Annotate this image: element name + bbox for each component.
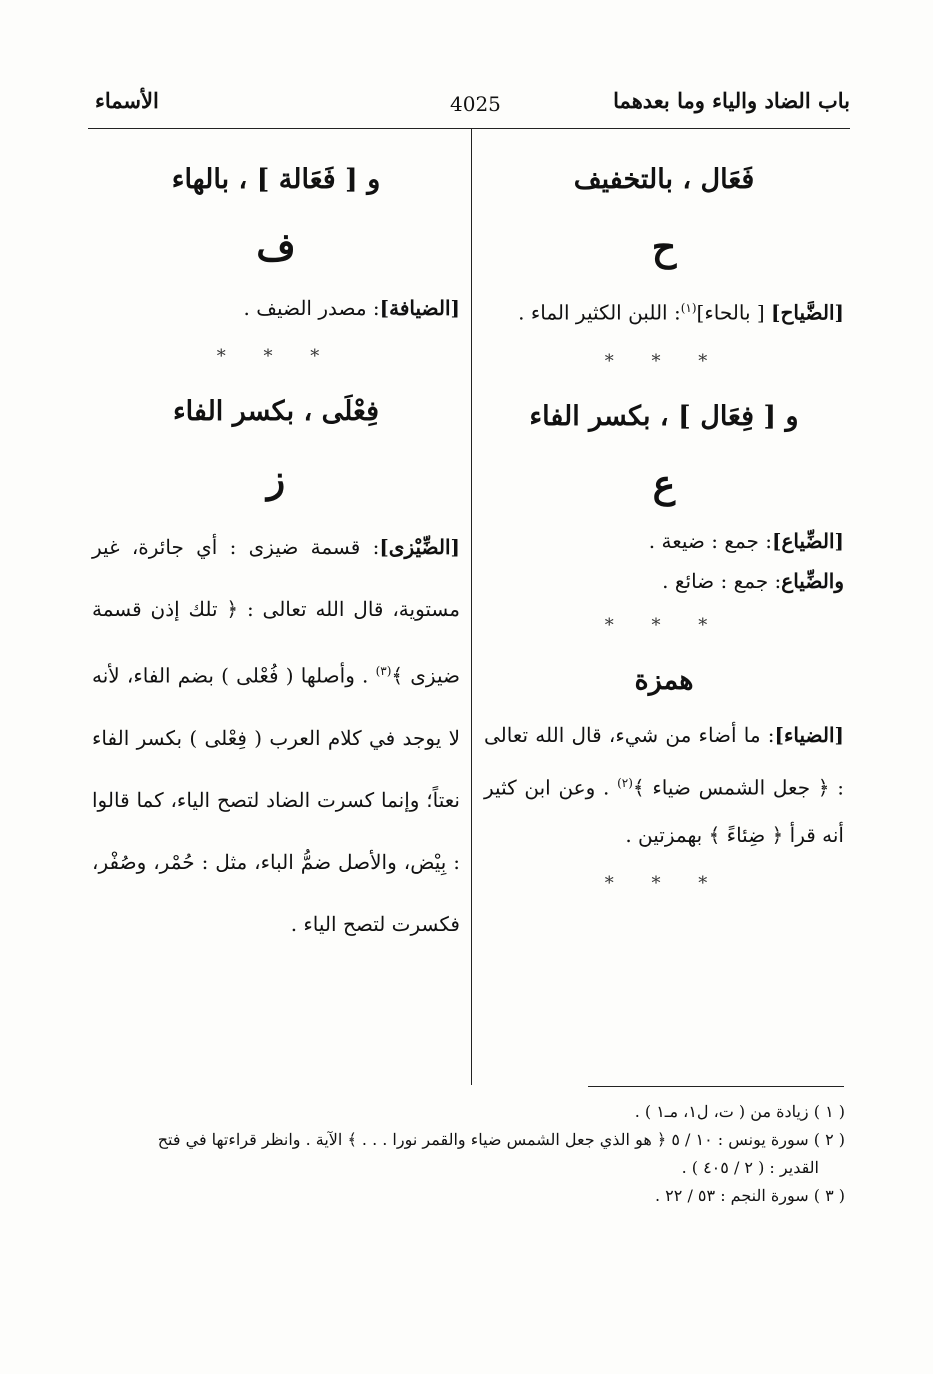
header-rule (88, 128, 850, 129)
section-heading: همزة (634, 664, 694, 696)
entry-dhayah (484, 284, 844, 337)
letter-heading: ع (652, 460, 676, 506)
entry-definition: : اللبن الكثير الماء . (518, 300, 681, 325)
entry-definition-cont: . وعن ابن كثير أنه قرأ ﴿ ضِئاءً ﴾ بهمزتين . (484, 775, 844, 848)
entry-definition: : جمع : ضيعة . (648, 528, 773, 553)
separator-stars: * * * (604, 350, 724, 372)
letter-heading: ف (256, 224, 296, 269)
entry-headword: [الضِّيْزى] (379, 535, 460, 559)
letter-heading: ز (266, 456, 286, 501)
section-heading: و [ فَعَالة ] ، بالهاء (171, 164, 381, 195)
page-number: 4025 (450, 92, 501, 116)
footnotes (85, 1098, 845, 1210)
footnote-ref: (٢) (617, 775, 633, 790)
footnote-2: ( ٢ ) سورة يونس : ١٠ / ٥ ﴿ هو الذي جعل الشمس ضياء والقمر نورا . . . ﴾ الآية . وانظر قراءتها في فتح (157, 1130, 845, 1149)
entry-headword: [الضياء] (774, 722, 844, 747)
entry-definition-cont: . وأصلها ( فُعْلى ) بضم الفاء، لأنه لا يوجد في كلام العرب ( فِعْلى ) بكسر الفاء نعتاً؛ وإنما كسرت الضاد لتصح الياء، كما قالوا : بِيْض، والأصل ضمُّ الباء، مثل : حُمْر، وصُفْر، فكسرت لتصح الياء . (92, 663, 460, 936)
running-title-left: الأسماء (95, 88, 159, 113)
entry-dhiya (484, 521, 844, 561)
separator-stars: * * * (604, 873, 724, 895)
column-divider (471, 128, 472, 1085)
entry-definition: : ما أضاء من شيء، قال الله تعالى : ﴿ جعل الشمس ضياء ﴾ (484, 722, 844, 800)
right-column (484, 150, 844, 909)
entry-headword: والضِّياع (781, 568, 844, 593)
entry-dhiyafah (92, 284, 460, 332)
footnote-rule (588, 1086, 844, 1087)
separator-stars: * * * (604, 614, 724, 636)
entry-definition: : جمع : ضائع . (662, 568, 782, 593)
footnote-ref: (٣) (375, 664, 392, 678)
footnote-3: ( ٣ ) سورة النجم : ٥٣ / ٢٢ . (655, 1186, 845, 1205)
footnote-1: ( ١ ) زيادة من ( ت، ل١، مـ١ ) . (634, 1102, 845, 1121)
entry-note: [ بالحاء] (696, 300, 772, 325)
footnote-ref: (١) (680, 301, 697, 315)
page-header (95, 88, 850, 128)
entry-headword: [الضِّياع] (772, 528, 844, 553)
entry-dhizaa (92, 516, 460, 955)
running-title-right: باب الضاد والياء وما بعدهما (613, 88, 850, 113)
section-heading: و [ فِعَال ] ، بكسر الفاء (529, 400, 799, 432)
entry-headword: [الضيافة] (379, 296, 460, 320)
section-heading: فَعَال ، بالتخفيف (573, 164, 755, 195)
separator-stars: * * * (216, 346, 336, 367)
section-heading: فِعْلَى ، بكسر الفاء (172, 396, 379, 427)
left-column (92, 150, 460, 955)
entry-definition: : مصدر الضيف . (243, 296, 380, 320)
entry-headword: [الضَّياح] (771, 300, 844, 325)
letter-heading: ح (651, 224, 677, 269)
entry-dhiyaa (484, 711, 844, 860)
footnote-2-cont: القدير : ( ٢ / ٤٠٥ ) . (681, 1158, 819, 1177)
entry-dhiya-2 (484, 561, 844, 601)
entry-definition: : قسمة ضيزى : أي جائرة، غير مستوية، قال الله تعالى : ﴿ تلك إذن قسمة ضيزى ﴾ (92, 535, 460, 688)
